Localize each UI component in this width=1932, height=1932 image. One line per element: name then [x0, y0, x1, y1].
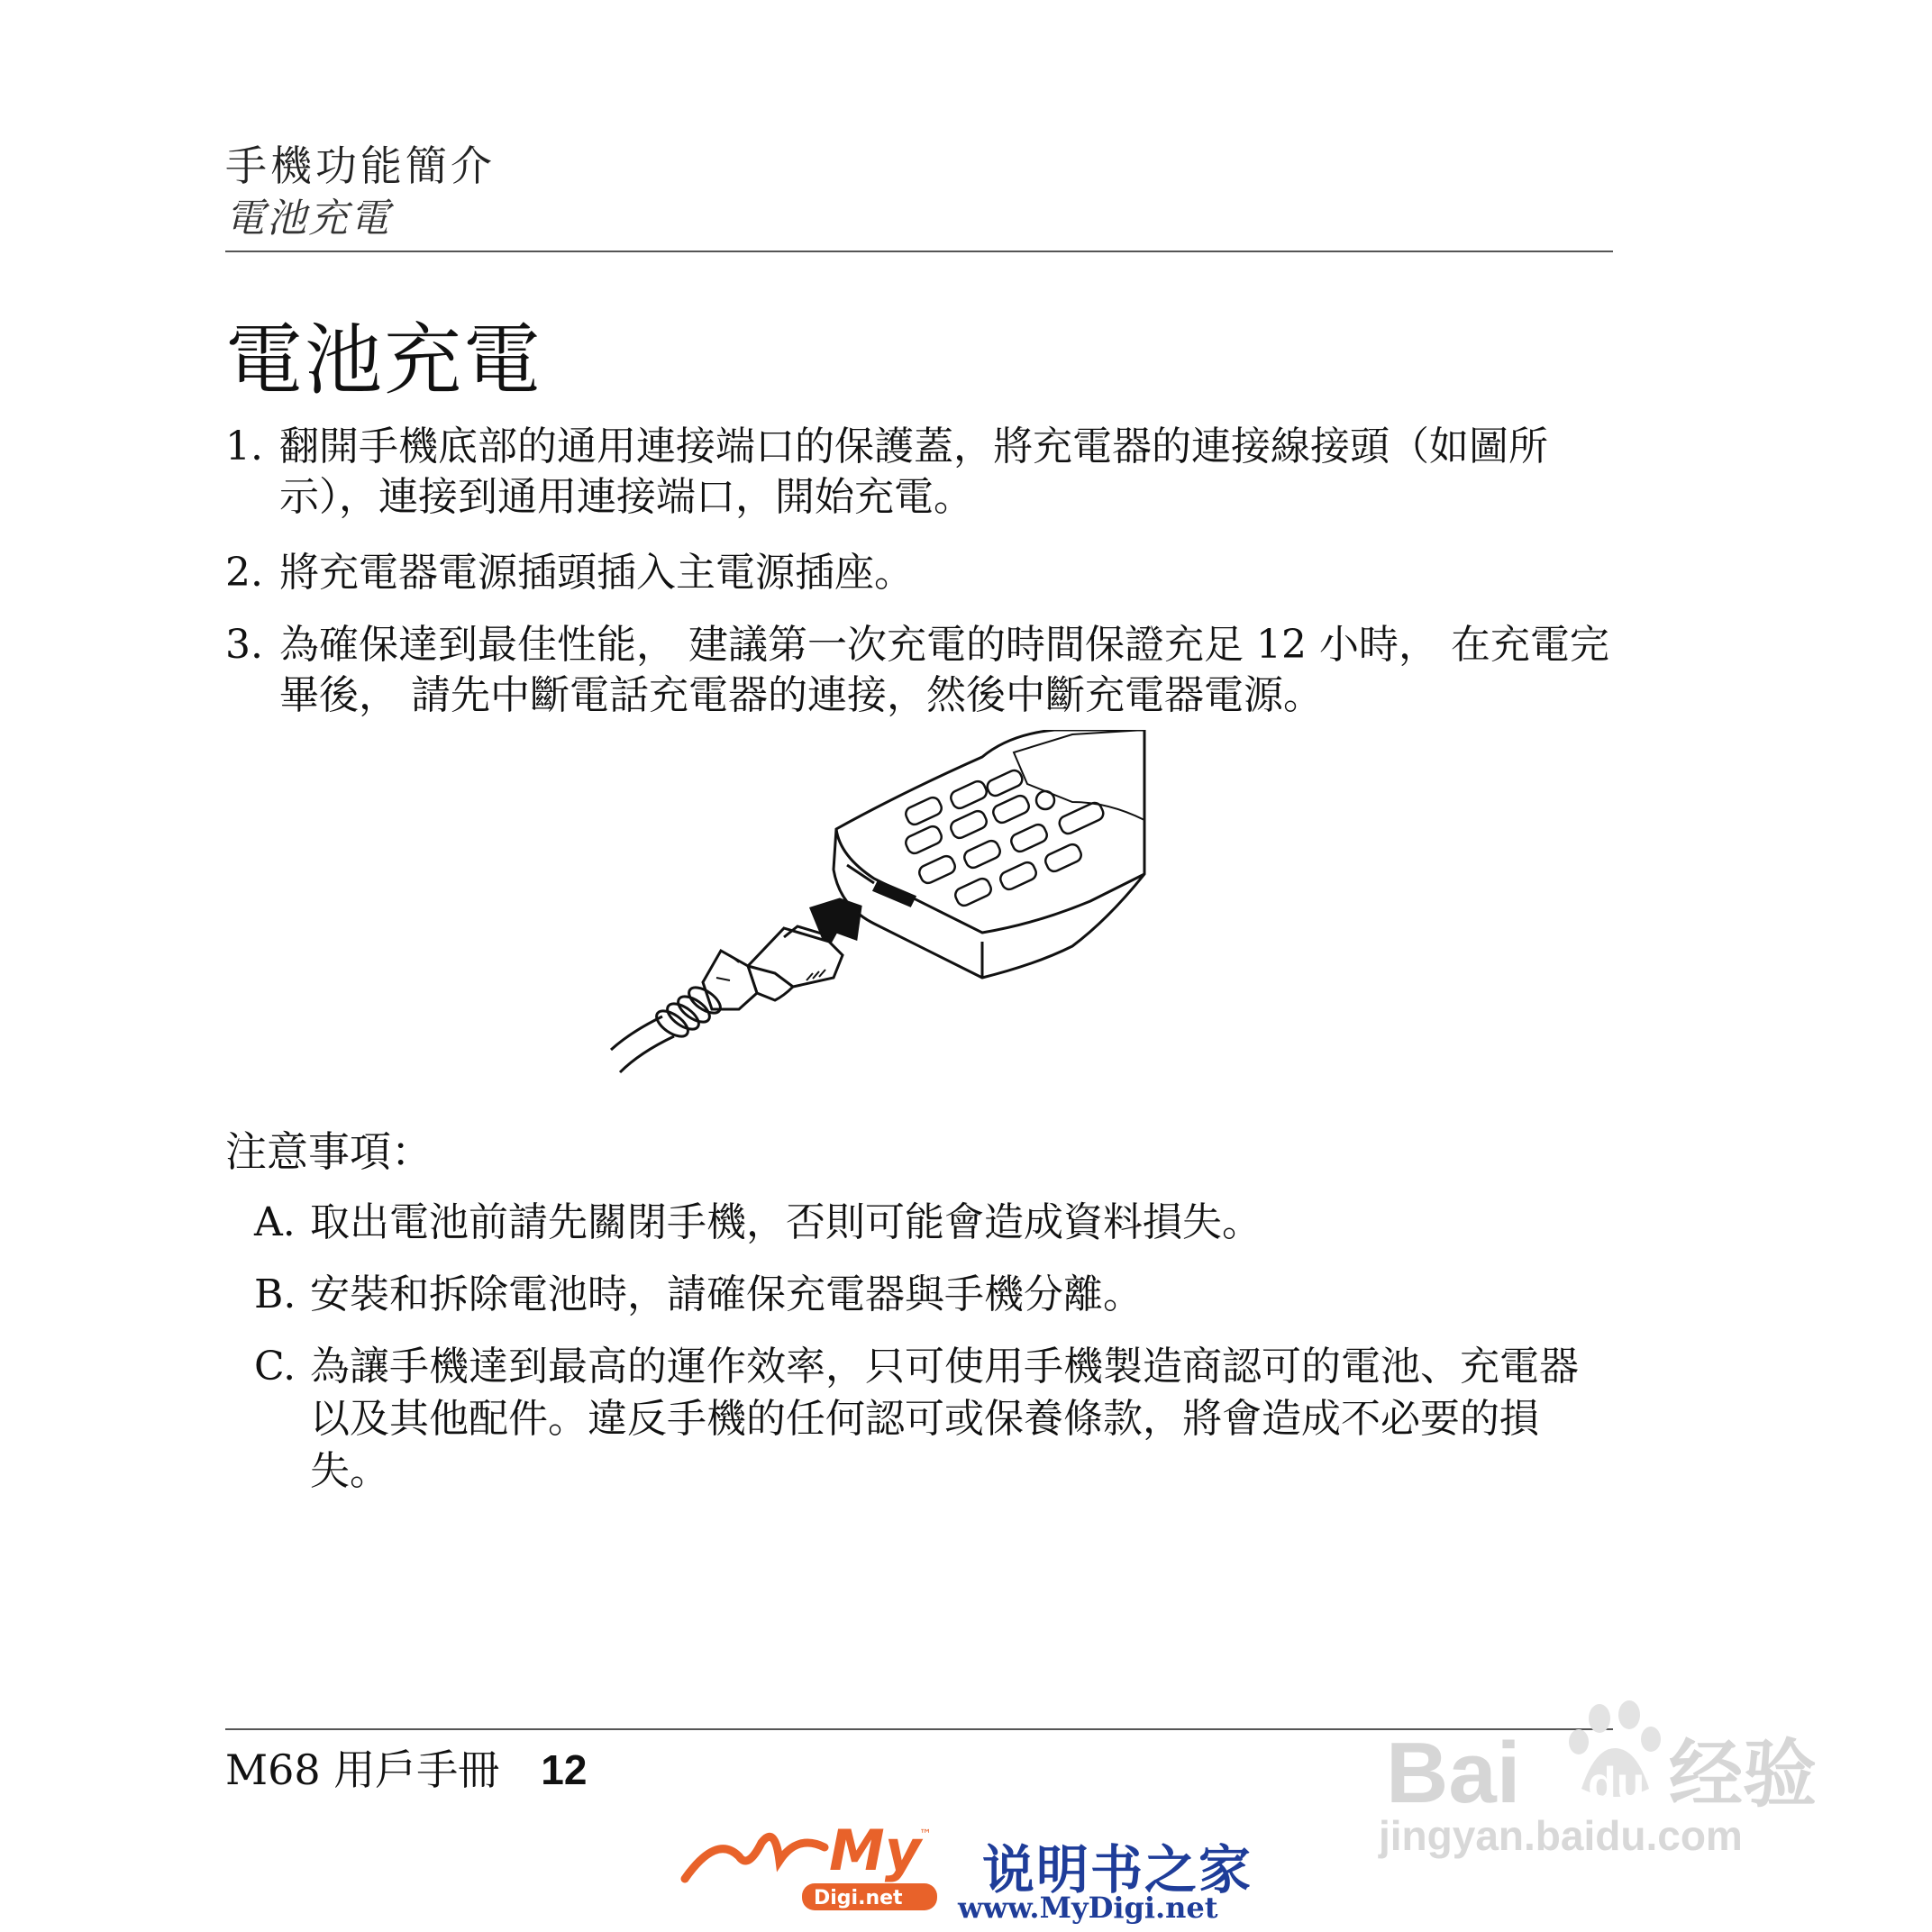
mydigi-logo: [680, 1816, 951, 1915]
note-text: 安裝和拆除電池時，請確保充電器與手機分離。: [310, 1271, 1143, 1317]
note-item: [254, 1341, 1606, 1498]
watermark-url: jingyan.baidu.com: [1379, 1812, 1743, 1859]
watermark-cn: 经验: [1669, 1732, 1818, 1816]
note-item: [254, 1197, 1606, 1249]
note-item: [254, 1269, 1606, 1321]
page-number: 12: [541, 1746, 588, 1793]
note-label: A.: [254, 1199, 296, 1245]
step-text: 將充電器電源插頭插入主電源插座。: [279, 550, 914, 596]
step-item: [225, 620, 1613, 721]
step-number: 3.: [225, 622, 263, 668]
step-number: 2.: [225, 550, 263, 596]
note-label: C.: [254, 1344, 296, 1390]
header-section: 手機功能簡介: [225, 141, 496, 190]
charger-connection-illustration: [604, 730, 1162, 1090]
watermark-brand: Bai: [1386, 1725, 1521, 1816]
step-item: [225, 422, 1613, 523]
note-label: B.: [254, 1271, 296, 1317]
logo-site-name: 说明书之家: [982, 1839, 1253, 1900]
logo-url: www.MyDigi.net: [958, 1891, 1218, 1925]
logo-badge: Digi.net: [814, 1887, 903, 1909]
page-title: 電池充電: [225, 315, 542, 406]
header-subsection: 電池充電: [225, 196, 391, 242]
header-divider: [225, 251, 1613, 252]
watermark-brand-du: du: [1588, 1758, 1645, 1810]
logo-tm: ™: [919, 1827, 932, 1842]
note-text: 為讓手機達到最高的運作效率，只可使用手機製造商認可的電池、充電器以及其他配件。違反手機的任何認可或保養條款，將會造成不必要的損失。: [310, 1344, 1579, 1494]
step-item: [225, 548, 1613, 598]
step-text: 為確保達到最佳性能， 建議第一次充電的時間保證充足 12 小時， 在充電完畢後， 請先中斷電話充電器的連接，然後中斷充電器電源。: [279, 622, 1609, 718]
step-text: 翻開手機底部的通用連接端口的保護蓋，將充電器的連接線接頭（如圖所示），連接到通用連接端口，開始充電。: [279, 424, 1548, 520]
logo-brand: My: [829, 1818, 922, 1883]
footer: [225, 1737, 587, 1797]
notes-heading: 注意事項：: [225, 1127, 433, 1176]
step-number: 1.: [225, 424, 263, 469]
footer-manual-title: M68 用戶手冊: [225, 1745, 500, 1794]
baidu-watermark: [1379, 1699, 1847, 1816]
note-text: 取出電池前請先關閉手機，否則可能會造成資料損失。: [310, 1199, 1262, 1245]
